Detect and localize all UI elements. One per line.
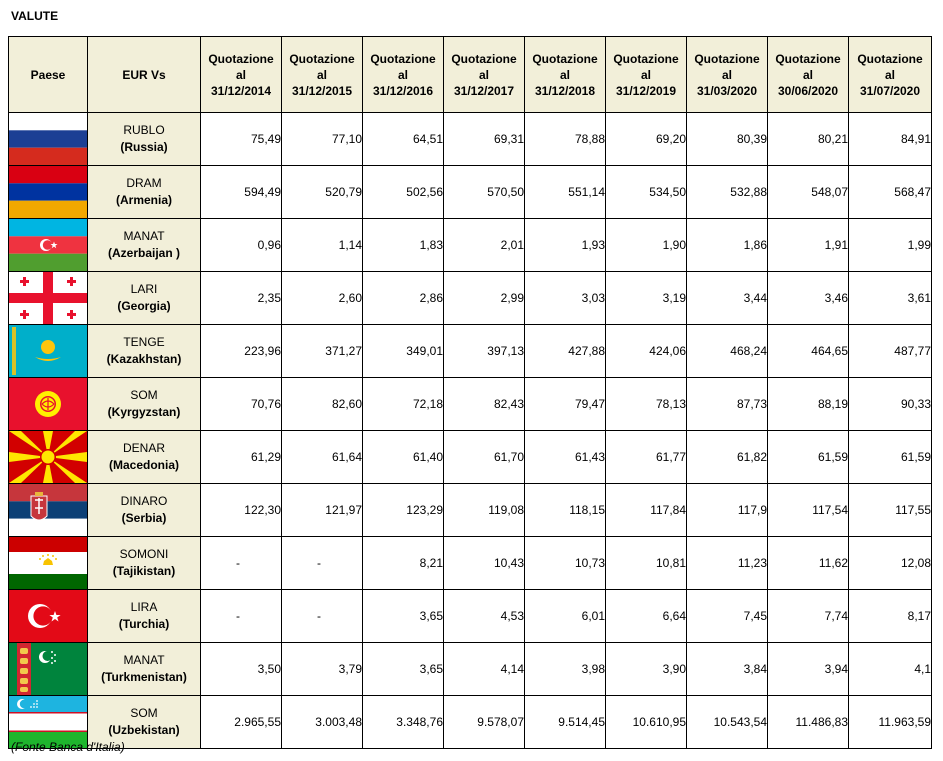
rate-value: 6,64: [606, 590, 687, 643]
russia-flag-icon: [9, 113, 87, 165]
rate-value: 371,27: [282, 325, 363, 378]
rate-value: 9.514,45: [525, 696, 606, 749]
rate-value: 534,50: [606, 166, 687, 219]
rate-value: 397,13: [444, 325, 525, 378]
table-row: [9, 696, 932, 749]
rate-value: 468,24: [687, 325, 768, 378]
rate-value: 487,77: [849, 325, 932, 378]
rate-value: 424,06: [606, 325, 687, 378]
rate-value: 8,21: [363, 537, 444, 590]
rate-value: -: [282, 537, 363, 590]
rate-value: 570,50: [444, 166, 525, 219]
rate-value: 80,39: [687, 113, 768, 166]
header-quote-date: Quotazione al 30/06/2020: [768, 37, 849, 113]
rate-value: 3,61: [849, 272, 932, 325]
rate-value: 3,65: [363, 590, 444, 643]
country-name: (Serbia): [121, 511, 167, 525]
kyrgyzstan-flag-icon: [9, 378, 87, 430]
rate-value: 1,99: [849, 219, 932, 272]
rate-value: 61,77: [606, 431, 687, 484]
country-name: (Macedonia): [108, 458, 179, 472]
currency-name: SOMONI: [119, 547, 169, 561]
page-title: VALUTE: [11, 9, 59, 23]
header-quote-date: Quotazione al 31/12/2014: [201, 37, 282, 113]
rate-value: 568,47: [849, 166, 932, 219]
rate-value: 1,93: [525, 219, 606, 272]
rate-value: 10.610,95: [606, 696, 687, 749]
rate-value: 78,88: [525, 113, 606, 166]
currency-cell: [88, 484, 201, 537]
country-name: (Azerbaijan ): [107, 246, 180, 260]
rate-value: 3,98: [525, 643, 606, 696]
rate-value: 79,47: [525, 378, 606, 431]
currency-name: MANAT: [123, 653, 165, 667]
rate-value: 123,29: [363, 484, 444, 537]
currency-name: RUBLO: [123, 123, 165, 137]
table-row: [9, 484, 932, 537]
country-name: (Armenia): [115, 193, 172, 207]
kazakhstan-flag-icon: [9, 325, 87, 377]
header-country: Paese: [9, 37, 88, 113]
header-quote-date: Quotazione al 31/12/2017: [444, 37, 525, 113]
rate-value: 3,44: [687, 272, 768, 325]
rate-value: 4,14: [444, 643, 525, 696]
rate-value: 117,9: [687, 484, 768, 537]
serbia-flag-icon: [9, 484, 87, 536]
currency-name: SOM: [130, 388, 158, 402]
rate-value: 3,50: [201, 643, 282, 696]
rate-value: 61,59: [768, 431, 849, 484]
tajikistan-flag-icon: [9, 537, 87, 589]
currency-cell: [88, 325, 201, 378]
flag-cell: [9, 166, 88, 219]
rate-value: 3,03: [525, 272, 606, 325]
rate-value: 2,60: [282, 272, 363, 325]
rate-value: 10,81: [606, 537, 687, 590]
rate-value: 4,53: [444, 590, 525, 643]
rate-value: 82,43: [444, 378, 525, 431]
table-row: [9, 378, 932, 431]
header-quote-date: Quotazione al 31/07/2020: [849, 37, 932, 113]
rate-value: 464,65: [768, 325, 849, 378]
rate-value: 119,08: [444, 484, 525, 537]
rate-value: 11.486,83: [768, 696, 849, 749]
rate-value: 3,46: [768, 272, 849, 325]
table-row: [9, 166, 932, 219]
rate-value: 3,19: [606, 272, 687, 325]
rate-value: 117,55: [849, 484, 932, 537]
rate-value: 64,51: [363, 113, 444, 166]
source-note: (Fonte Banca d'Italia): [11, 740, 125, 754]
rate-value: 3,90: [606, 643, 687, 696]
currency-cell: [88, 431, 201, 484]
flag-cell: [9, 272, 88, 325]
rate-value: 84,91: [849, 113, 932, 166]
rate-value: 3,79: [282, 643, 363, 696]
rate-value: -: [201, 537, 282, 590]
rate-value: 349,01: [363, 325, 444, 378]
rate-value: 69,20: [606, 113, 687, 166]
flag-cell: [9, 484, 88, 537]
currency-name: MANAT: [123, 229, 165, 243]
rate-value: 1,83: [363, 219, 444, 272]
country-name: (Tajikistan): [112, 564, 176, 578]
header-quote-date: Quotazione al 31/12/2019: [606, 37, 687, 113]
rate-value: 520,79: [282, 166, 363, 219]
country-name: (Kazakhstan): [106, 352, 182, 366]
rate-value: 118,15: [525, 484, 606, 537]
rate-value: 223,96: [201, 325, 282, 378]
header-quote-date: Quotazione al 31/12/2015: [282, 37, 363, 113]
table-row: [9, 325, 932, 378]
table-row: [9, 219, 932, 272]
rate-value: 1,86: [687, 219, 768, 272]
rate-value: 10,43: [444, 537, 525, 590]
country-name: (Turchia): [118, 617, 170, 631]
header-quote-date: Quotazione al 31/12/2018: [525, 37, 606, 113]
rate-value: 61,43: [525, 431, 606, 484]
rate-value: 3.348,76: [363, 696, 444, 749]
table-row: [9, 272, 932, 325]
rate-value: 4,1: [849, 643, 932, 696]
country-name: (Uzbekistan): [108, 723, 180, 737]
country-name: (Russia): [120, 140, 168, 154]
rate-value: 3,94: [768, 643, 849, 696]
rate-value: 11,23: [687, 537, 768, 590]
flag-cell: [9, 643, 88, 696]
rate-value: 78,13: [606, 378, 687, 431]
rate-value: 502,56: [363, 166, 444, 219]
rate-value: 2,35: [201, 272, 282, 325]
rate-value: 11,62: [768, 537, 849, 590]
flag-cell: [9, 537, 88, 590]
header-quote-date: Quotazione al 31/03/2020: [687, 37, 768, 113]
turkey-flag-icon: [9, 590, 87, 642]
rate-value: 61,40: [363, 431, 444, 484]
table-row: [9, 113, 932, 166]
rate-value: 3,65: [363, 643, 444, 696]
flag-cell: [9, 590, 88, 643]
rate-value: 7,45: [687, 590, 768, 643]
currency-name: LIRA: [130, 600, 158, 614]
flag-cell: [9, 325, 88, 378]
macedonia-flag-icon: [9, 431, 87, 483]
rate-value: 2,99: [444, 272, 525, 325]
country-name: (Georgia): [117, 299, 171, 313]
table-row: [9, 537, 932, 590]
currency-name: SOM: [130, 706, 158, 720]
rate-value: 532,88: [687, 166, 768, 219]
rate-value: 72,18: [363, 378, 444, 431]
currency-cell: [88, 537, 201, 590]
country-name: (Kyrgyzstan): [107, 405, 181, 419]
rate-value: 69,31: [444, 113, 525, 166]
rate-value: 10,73: [525, 537, 606, 590]
rate-value: 121,97: [282, 484, 363, 537]
rate-value: 0,96: [201, 219, 282, 272]
currency-cell: [88, 166, 201, 219]
currency-name: TENGE: [123, 335, 165, 349]
header-quote-date: Quotazione al 31/12/2016: [363, 37, 444, 113]
armenia-flag-icon: [9, 166, 87, 218]
rate-value: 10.543,54: [687, 696, 768, 749]
rate-value: 61,64: [282, 431, 363, 484]
rate-value: 61,70: [444, 431, 525, 484]
flag-cell: [9, 113, 88, 166]
rate-value: 75,49: [201, 113, 282, 166]
currency-cell: [88, 219, 201, 272]
currency-name: DENAR: [122, 441, 165, 455]
rate-value: 82,60: [282, 378, 363, 431]
table-row: [9, 431, 932, 484]
currency-name: DINARO: [120, 494, 168, 508]
currency-cell: [88, 643, 201, 696]
rate-value: 2.965,55: [201, 696, 282, 749]
rate-value: -: [201, 590, 282, 643]
rate-value: 1,90: [606, 219, 687, 272]
rate-value: 61,59: [849, 431, 932, 484]
currency-name: LARI: [130, 282, 158, 296]
flag-cell: [9, 431, 88, 484]
rate-value: 7,74: [768, 590, 849, 643]
currency-cell: [88, 272, 201, 325]
rate-value: 87,73: [687, 378, 768, 431]
header-currency: EUR Vs: [88, 37, 201, 113]
header-row: [9, 37, 932, 113]
country-name: (Turkmenistan): [101, 670, 187, 684]
rate-value: 8,17: [849, 590, 932, 643]
flag-cell: [9, 378, 88, 431]
table-row: [9, 590, 932, 643]
table-row: [9, 643, 932, 696]
rate-value: 122,30: [201, 484, 282, 537]
rate-value: 427,88: [525, 325, 606, 378]
exchange-rate-table: [8, 36, 932, 749]
georgia-flag-icon: [9, 272, 87, 324]
rate-value: 6,01: [525, 590, 606, 643]
rate-value: 117,84: [606, 484, 687, 537]
rate-value: 1,91: [768, 219, 849, 272]
rate-value: 1,14: [282, 219, 363, 272]
currency-cell: [88, 378, 201, 431]
rate-value: 61,29: [201, 431, 282, 484]
rate-value: 3,84: [687, 643, 768, 696]
rate-value: 12,08: [849, 537, 932, 590]
rate-value: 117,54: [768, 484, 849, 537]
rate-value: 2,86: [363, 272, 444, 325]
currency-name: DRAM: [126, 176, 162, 190]
currency-cell: [88, 113, 201, 166]
flag-cell: [9, 219, 88, 272]
rate-value: 61,82: [687, 431, 768, 484]
rate-value: 594,49: [201, 166, 282, 219]
rate-value: 3.003,48: [282, 696, 363, 749]
rate-value: 11.963,59: [849, 696, 932, 749]
rate-value: 2,01: [444, 219, 525, 272]
turkmenistan-flag-icon: [9, 643, 87, 695]
azerbaijan-flag-icon: [9, 219, 87, 271]
rate-value: 77,10: [282, 113, 363, 166]
rate-value: 551,14: [525, 166, 606, 219]
rate-value: 548,07: [768, 166, 849, 219]
rate-value: -: [282, 590, 363, 643]
rate-value: 88,19: [768, 378, 849, 431]
rate-value: 90,33: [849, 378, 932, 431]
rate-value: 80,21: [768, 113, 849, 166]
rate-value: 70,76: [201, 378, 282, 431]
rate-value: 9.578,07: [444, 696, 525, 749]
currency-cell: [88, 590, 201, 643]
